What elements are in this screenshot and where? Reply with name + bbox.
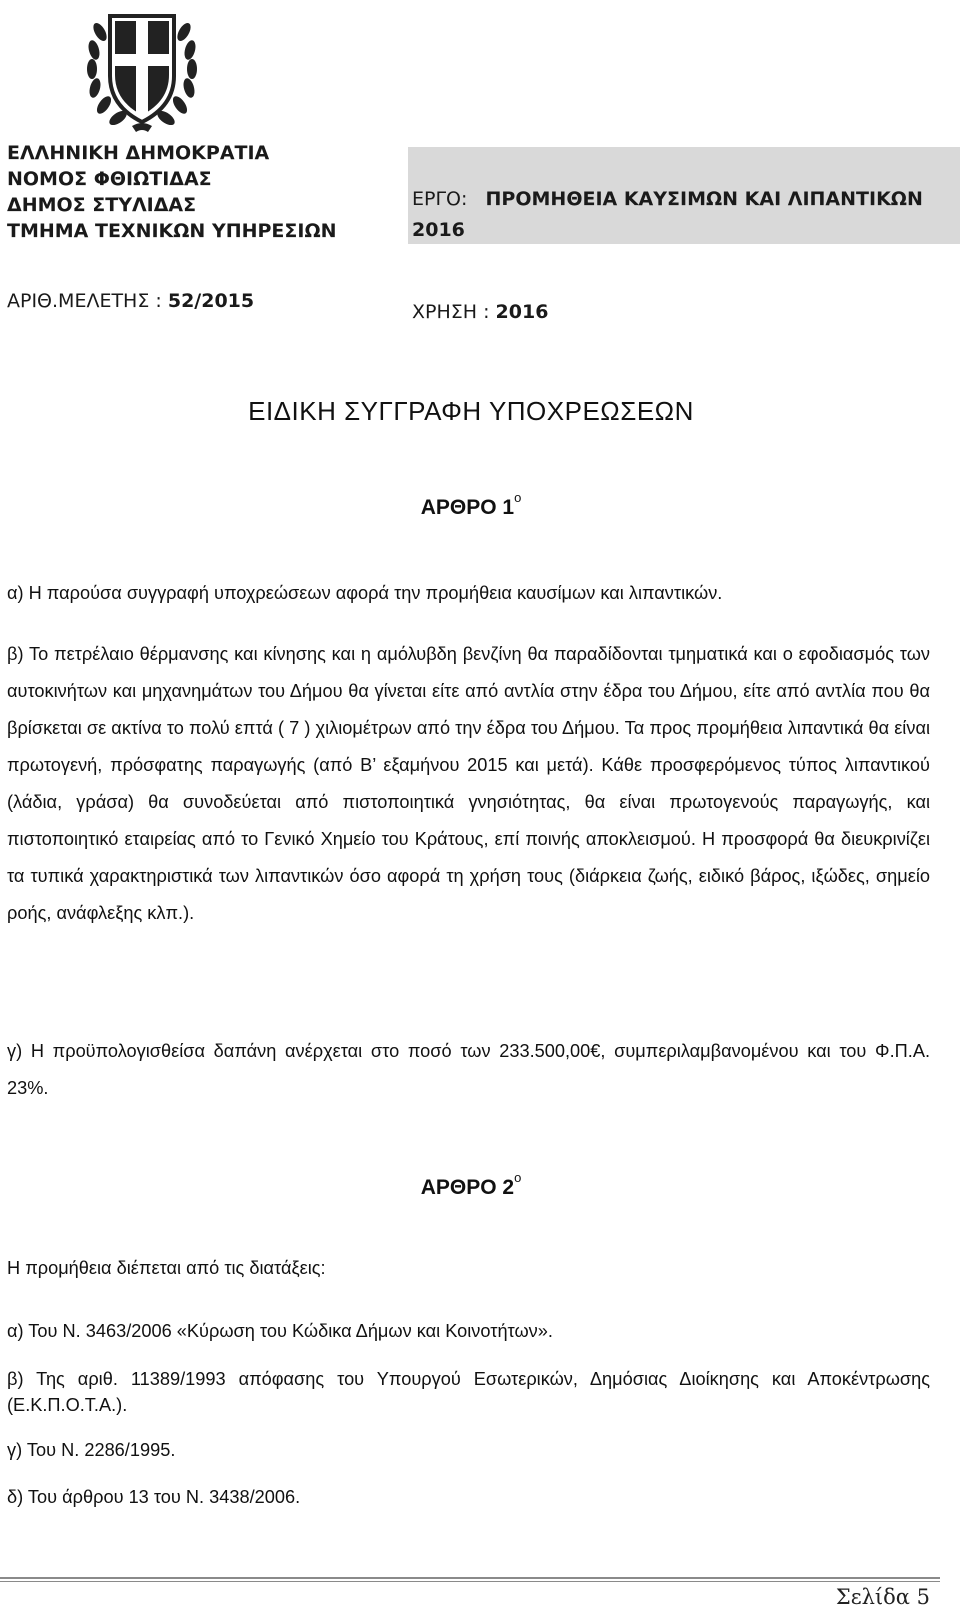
issuing-authority bbox=[7, 140, 337, 244]
authority-line: ΤΜΗΜΑ ΤΕΧΝΙΚΩΝ ΥΠΗΡΕΣΙΩΝ bbox=[7, 220, 337, 242]
study-number bbox=[7, 290, 254, 312]
article-1-item-a: α) Η παρούσα συγγραφή υποχρεώσεων αφορά την προμήθεια καυσίμων και λιπαντικών. bbox=[7, 583, 723, 603]
article-1-heading bbox=[0, 490, 942, 520]
usage-year bbox=[412, 301, 548, 323]
article-heading-superscript: ο bbox=[514, 1170, 522, 1185]
study-label: ΑΡΙΘ.ΜΕΛΕΤΗΣ : bbox=[7, 290, 162, 312]
project-title: ΠΡΟΜΗΘΕΙΑ ΚΑΥΣΙΜΩΝ ΚΑΙ ΛΙΠΑΝΤΙΚΩΝ bbox=[485, 188, 923, 210]
footer-divider bbox=[0, 1577, 940, 1579]
project-label: ΕΡΓΟ: bbox=[412, 188, 468, 210]
authority-line: ΕΛΛΗΝΙΚΗ ΔΗΜΟΚΡΑΤΙΑ bbox=[7, 142, 270, 164]
article-2-item-b: β) Της αριθ. 11389/1993 απόφασης του Υπουργού Εσωτερικών, Δημόσιας Διοίκησης και Αποκέντρωσης (Ε.Κ.Π.Ο.Τ.Α.). bbox=[7, 1369, 930, 1415]
article-2-item-d: δ) Του άρθρου 13 του Ν. 3438/2006. bbox=[7, 1487, 301, 1507]
article-heading-superscript: ο bbox=[514, 490, 522, 505]
authority-line: ΔΗΜΟΣ ΣΤΥΛΙΔΑΣ bbox=[7, 194, 197, 216]
article-heading-text: ΑΡΘΡΟ 2 bbox=[420, 1176, 515, 1199]
footer-divider bbox=[0, 1581, 940, 1582]
usage-label: ΧΡΗΣΗ : bbox=[412, 301, 490, 323]
article-2-item-c: γ) Του Ν. 2286/1995. bbox=[7, 1440, 176, 1460]
article-1-item-b: β) Το πετρέλαιο θέρμανσης και κίνησης και η αμόλυβδη βενζίνη θα παραδίδονται τμηματικά και ο εφοδιασμός των αυτοκινήτων και μηχανημάτων του Δήμου θα γίνεται είτε από αντλία στην έδρα του Δήμου, είτε από αντλία που θα βρίσκεται σε ακτίνα το πολύ επτά ( 7 ) χιλιομέτρων από την έδρα του Δήμου. Τα προς προμήθεια λιπαντικά θα είναι πρωτογενή, πρόσφατης παραγωγής (από Β’ εξαμήνου 2015 και μετά). Κάθε προσφερόμενος τύπος λιπαντικού (λάδια, γράσα) θα συνοδεύεται από πιστοποιητικά γνησιότητας, θα είναι πρωτογενούς παραγωγής, και πιστοποιητικό εταιρείας από το Γενικό Χημείο του Κράτους, επί ποινής αποκλεισμού. Η προσφορά θα διευκρινίζει τα τυπικά χαρακτηριστικά των λιπαντικών όσο αφορά τη χρήση τους (διάρκεια ζωής, ειδικό βάρος, ιξώδες, σημείο ροής, ανάφλεξης κλπ.). bbox=[7, 644, 930, 923]
coat-of-arms-emblem bbox=[78, 2, 206, 134]
document-title: ΕΙΔΙΚΗ ΣΥΓΓΡΑΦΗ ΥΠΟΧΡΕΩΣΕΩΝ bbox=[248, 396, 694, 426]
article-2-item-a: α) Του Ν. 3463/2006 «Κύρωση του Κώδικα Δήμων και Κοινοτήτων». bbox=[7, 1321, 553, 1341]
page-number: Σελίδα 5 bbox=[835, 1585, 930, 1609]
article-2-intro: Η προμήθεια διέπεται από τις διατάξεις: bbox=[7, 1258, 326, 1278]
article-1-item-c: γ) Η προϋπολογισθείσα δαπάνη ανέρχεται στο ποσό των 233.500,00€, συμπεριλαμβανομένου και του Φ.Π.Α. 23%. bbox=[7, 1041, 930, 1098]
project-title-block bbox=[412, 184, 923, 246]
article-2-heading bbox=[0, 1170, 942, 1200]
article-heading-text: ΑΡΘΡΟ 1 bbox=[420, 496, 515, 519]
authority-line: ΝΟΜΟΣ ΦΘΙΩΤΙΔΑΣ bbox=[7, 168, 212, 190]
usage-value: 2016 bbox=[495, 301, 549, 323]
project-year: 2016 bbox=[412, 219, 465, 241]
study-value: 52/2015 bbox=[167, 290, 255, 312]
